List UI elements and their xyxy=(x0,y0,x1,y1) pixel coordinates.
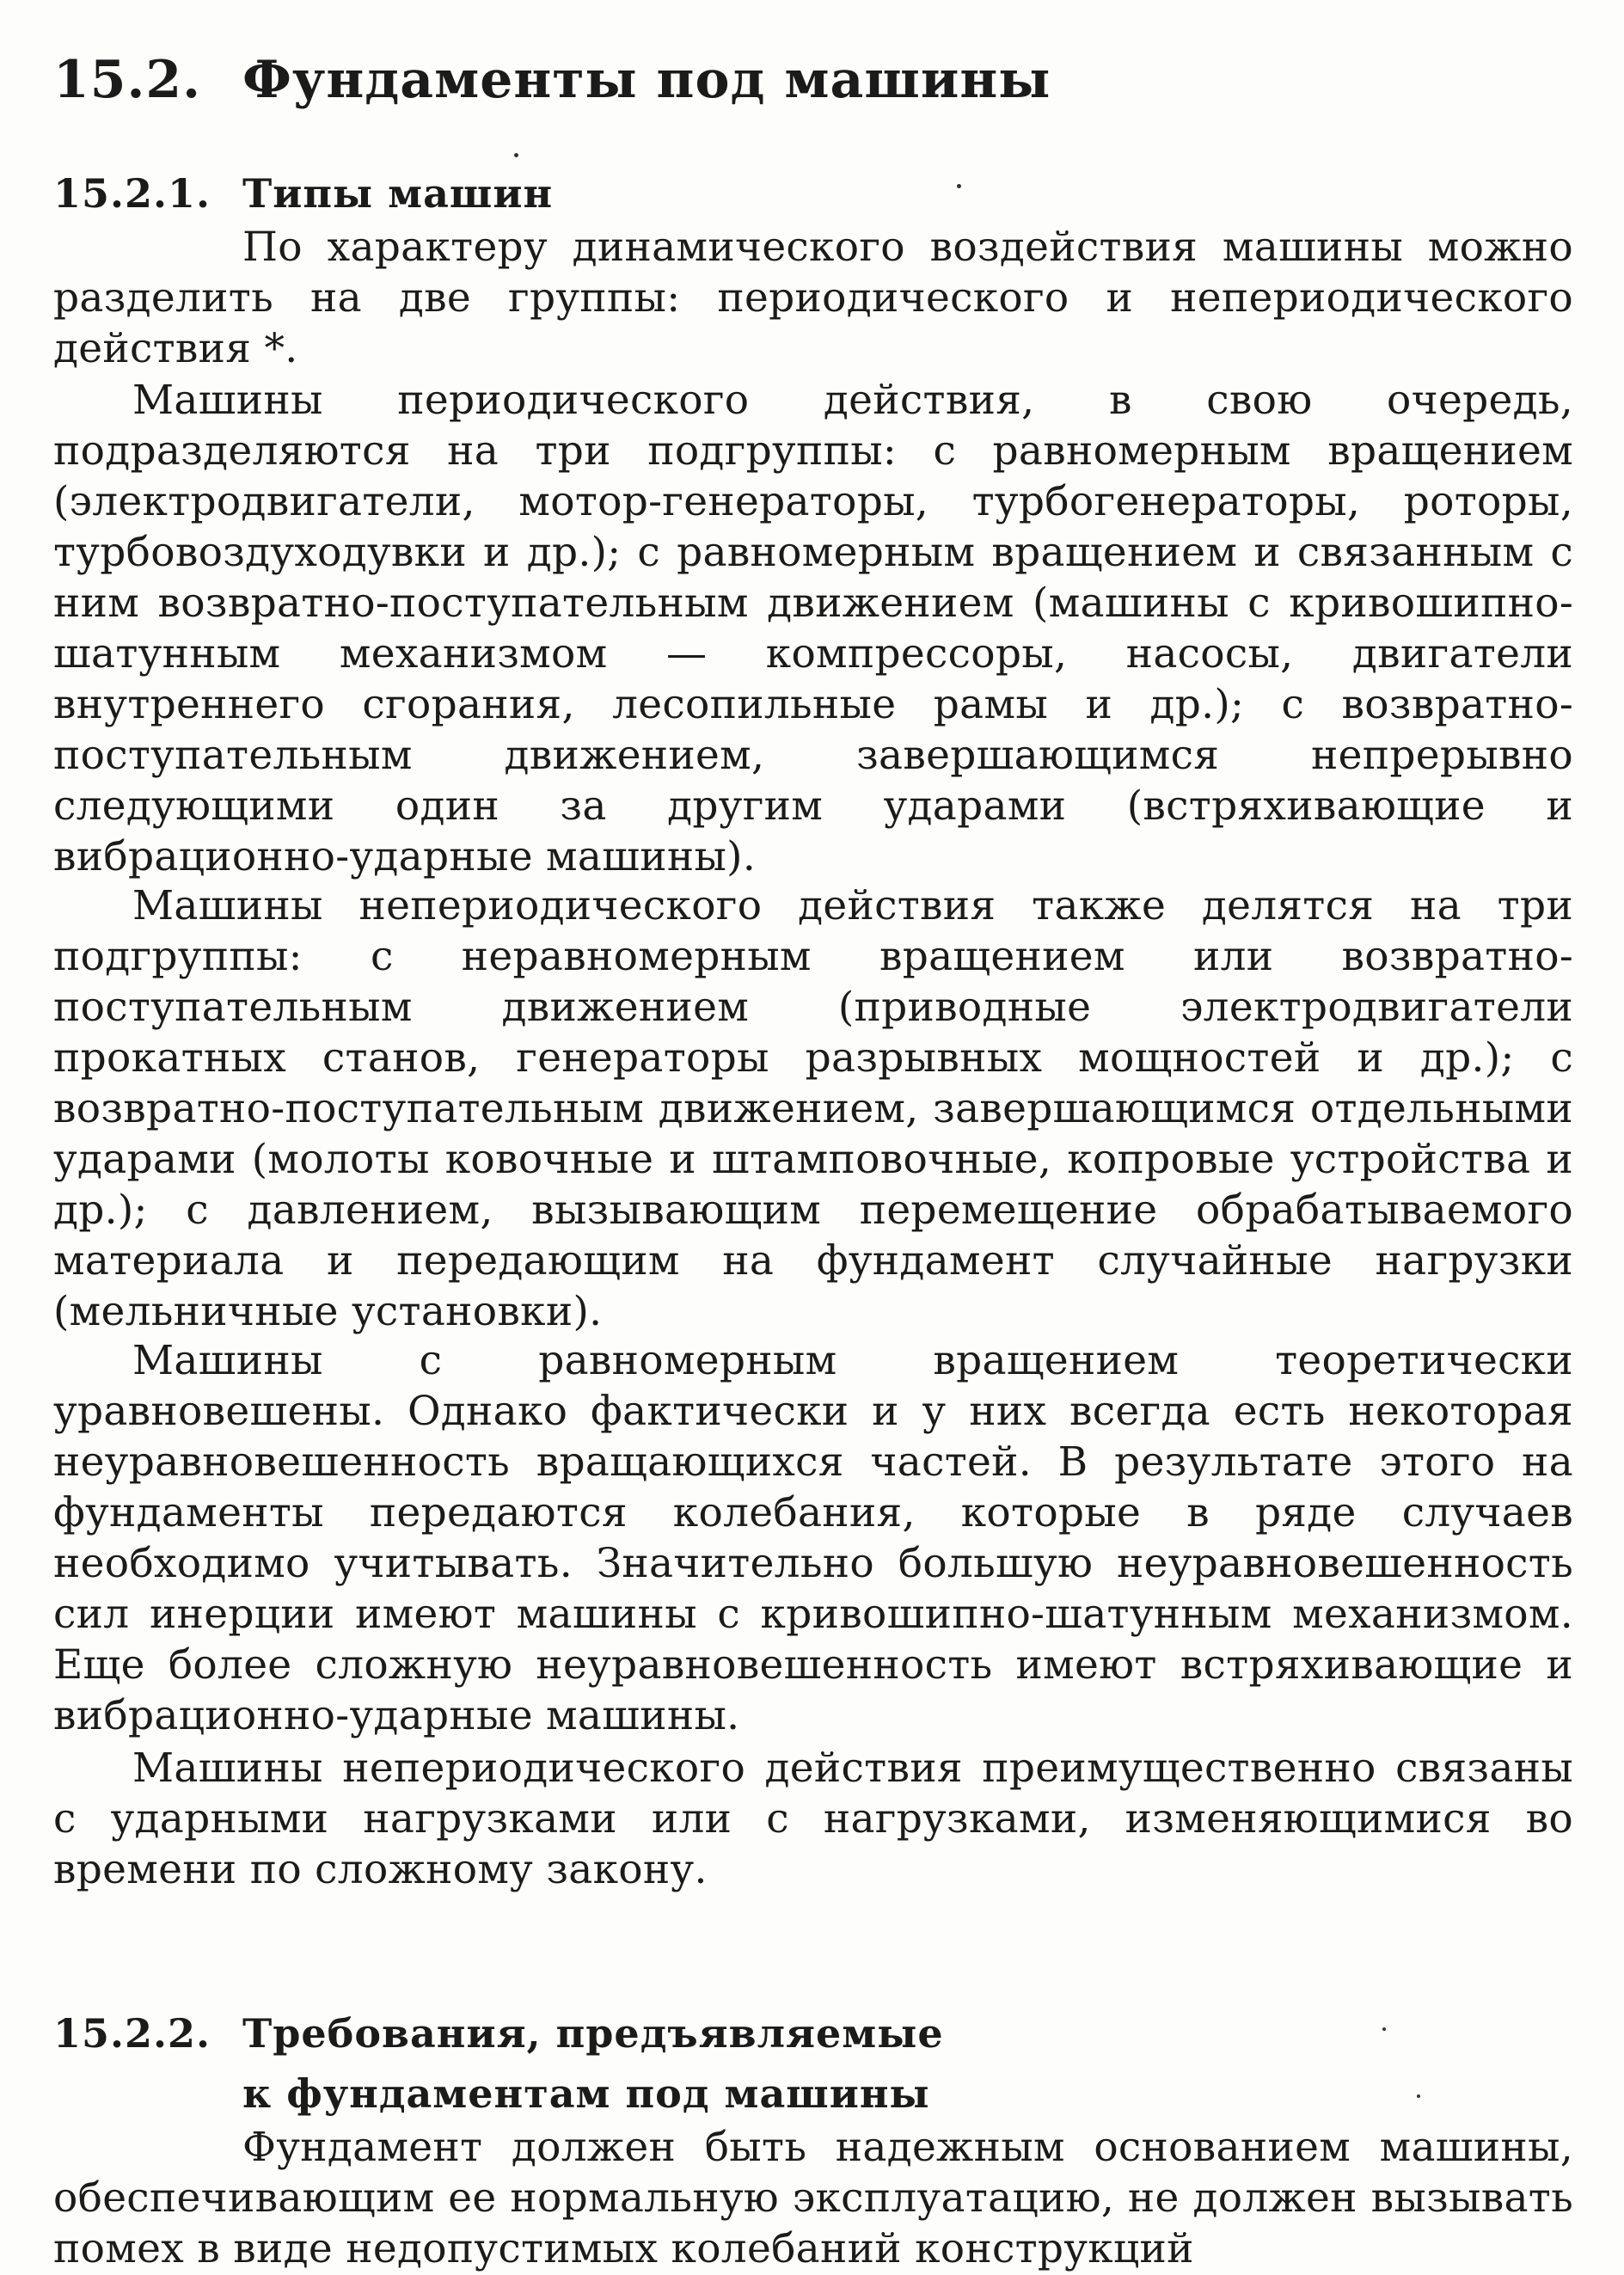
paragraph-5: Машины непериодического действия преимущественно связаны с ударными нагрузками или с нагрузками, изменяющимися во времени по сложному закону. xyxy=(53,1745,1573,1893)
subsection-2-heading xyxy=(53,2010,944,2057)
scan-speck xyxy=(514,153,518,157)
scan-speck xyxy=(957,184,961,188)
subsection-2-heading-line-2 xyxy=(242,2070,930,2117)
paragraph-6: Фундамент должен быть надежным основанием машины, обеспечивающим ее нормальную эксплуатацию, не должен вызывать помех в виде недопустимых колебаний конструкций xyxy=(53,2124,1573,2272)
section-number: 15.2. xyxy=(53,50,202,110)
paragraph-4: Машины с равномерным вращением теоретически уравновешены. Однако фактически и у них всегда есть некоторая неуравновешенность вращающихся частей. В результате этого на фундаменты передаются колебания, которые в ряде случаев необходимо учитывать. Значительно большую неуравновешенность сил инерции имеют машины с кривошипно-шатунным механизмом. Еще более сложную неуравновешенность имеют встряхивающие и вибрационно-ударные машины. xyxy=(53,1337,1573,1739)
subsection-1-title: Типы машин xyxy=(242,170,554,217)
subsection-1-number: 15.2.1. xyxy=(53,170,211,217)
scan-speck xyxy=(1382,2027,1386,2031)
subsection-1-heading xyxy=(53,170,553,217)
subsection-2-title-line-1: Требования, предъявляемые xyxy=(242,2010,944,2057)
section-title: Фундаменты под машины xyxy=(242,50,1051,110)
subsection-2-title-line-2: к фундаментам под машины xyxy=(242,2070,930,2117)
subsection-2-number: 15.2.2. xyxy=(53,2010,211,2057)
scan-speck xyxy=(1417,2094,1420,2098)
paragraph-3: Машины непериодического действия также делятся на три подгруппы: с неравномерным вращением или возвратно-поступательным движением (приводные электродвигатели прокатных станов, генераторы разрывных мощностей и др.); с возвратно-поступательным движением, завершающимся отдельными ударами (молоты ковочные и штамповочные, копровые устройства и др.); с давлением, вызывающим перемещение обрабатываемого материала и передающим на фундамент случайные нагрузки (мельничные установки). xyxy=(53,882,1573,1335)
section-heading xyxy=(53,50,1051,110)
paragraph-1: По характеру динамического воздействия машины можно разделить на две группы: периодического и непериодического действия *. xyxy=(53,224,1573,372)
paragraph-2: Машины периодического действия, в свою очередь, подразделяются на три подгруппы: с равномерным вращением (электродвигатели, мотор-генераторы, турбогенераторы, роторы, турбовоздуходувки и др.); с равномерным вращением и связанным с ним возвратно-поступательным движением (машины с кривошипно-шатунным механизмом — компрессоры, насосы, двигатели внутреннего сгорания, лесопильные рамы и др.); с возвратно-поступательным движением, завершающимся непрерывно следующими один за другим ударами (встряхивающие и вибрационно-ударные машины). xyxy=(53,377,1573,880)
